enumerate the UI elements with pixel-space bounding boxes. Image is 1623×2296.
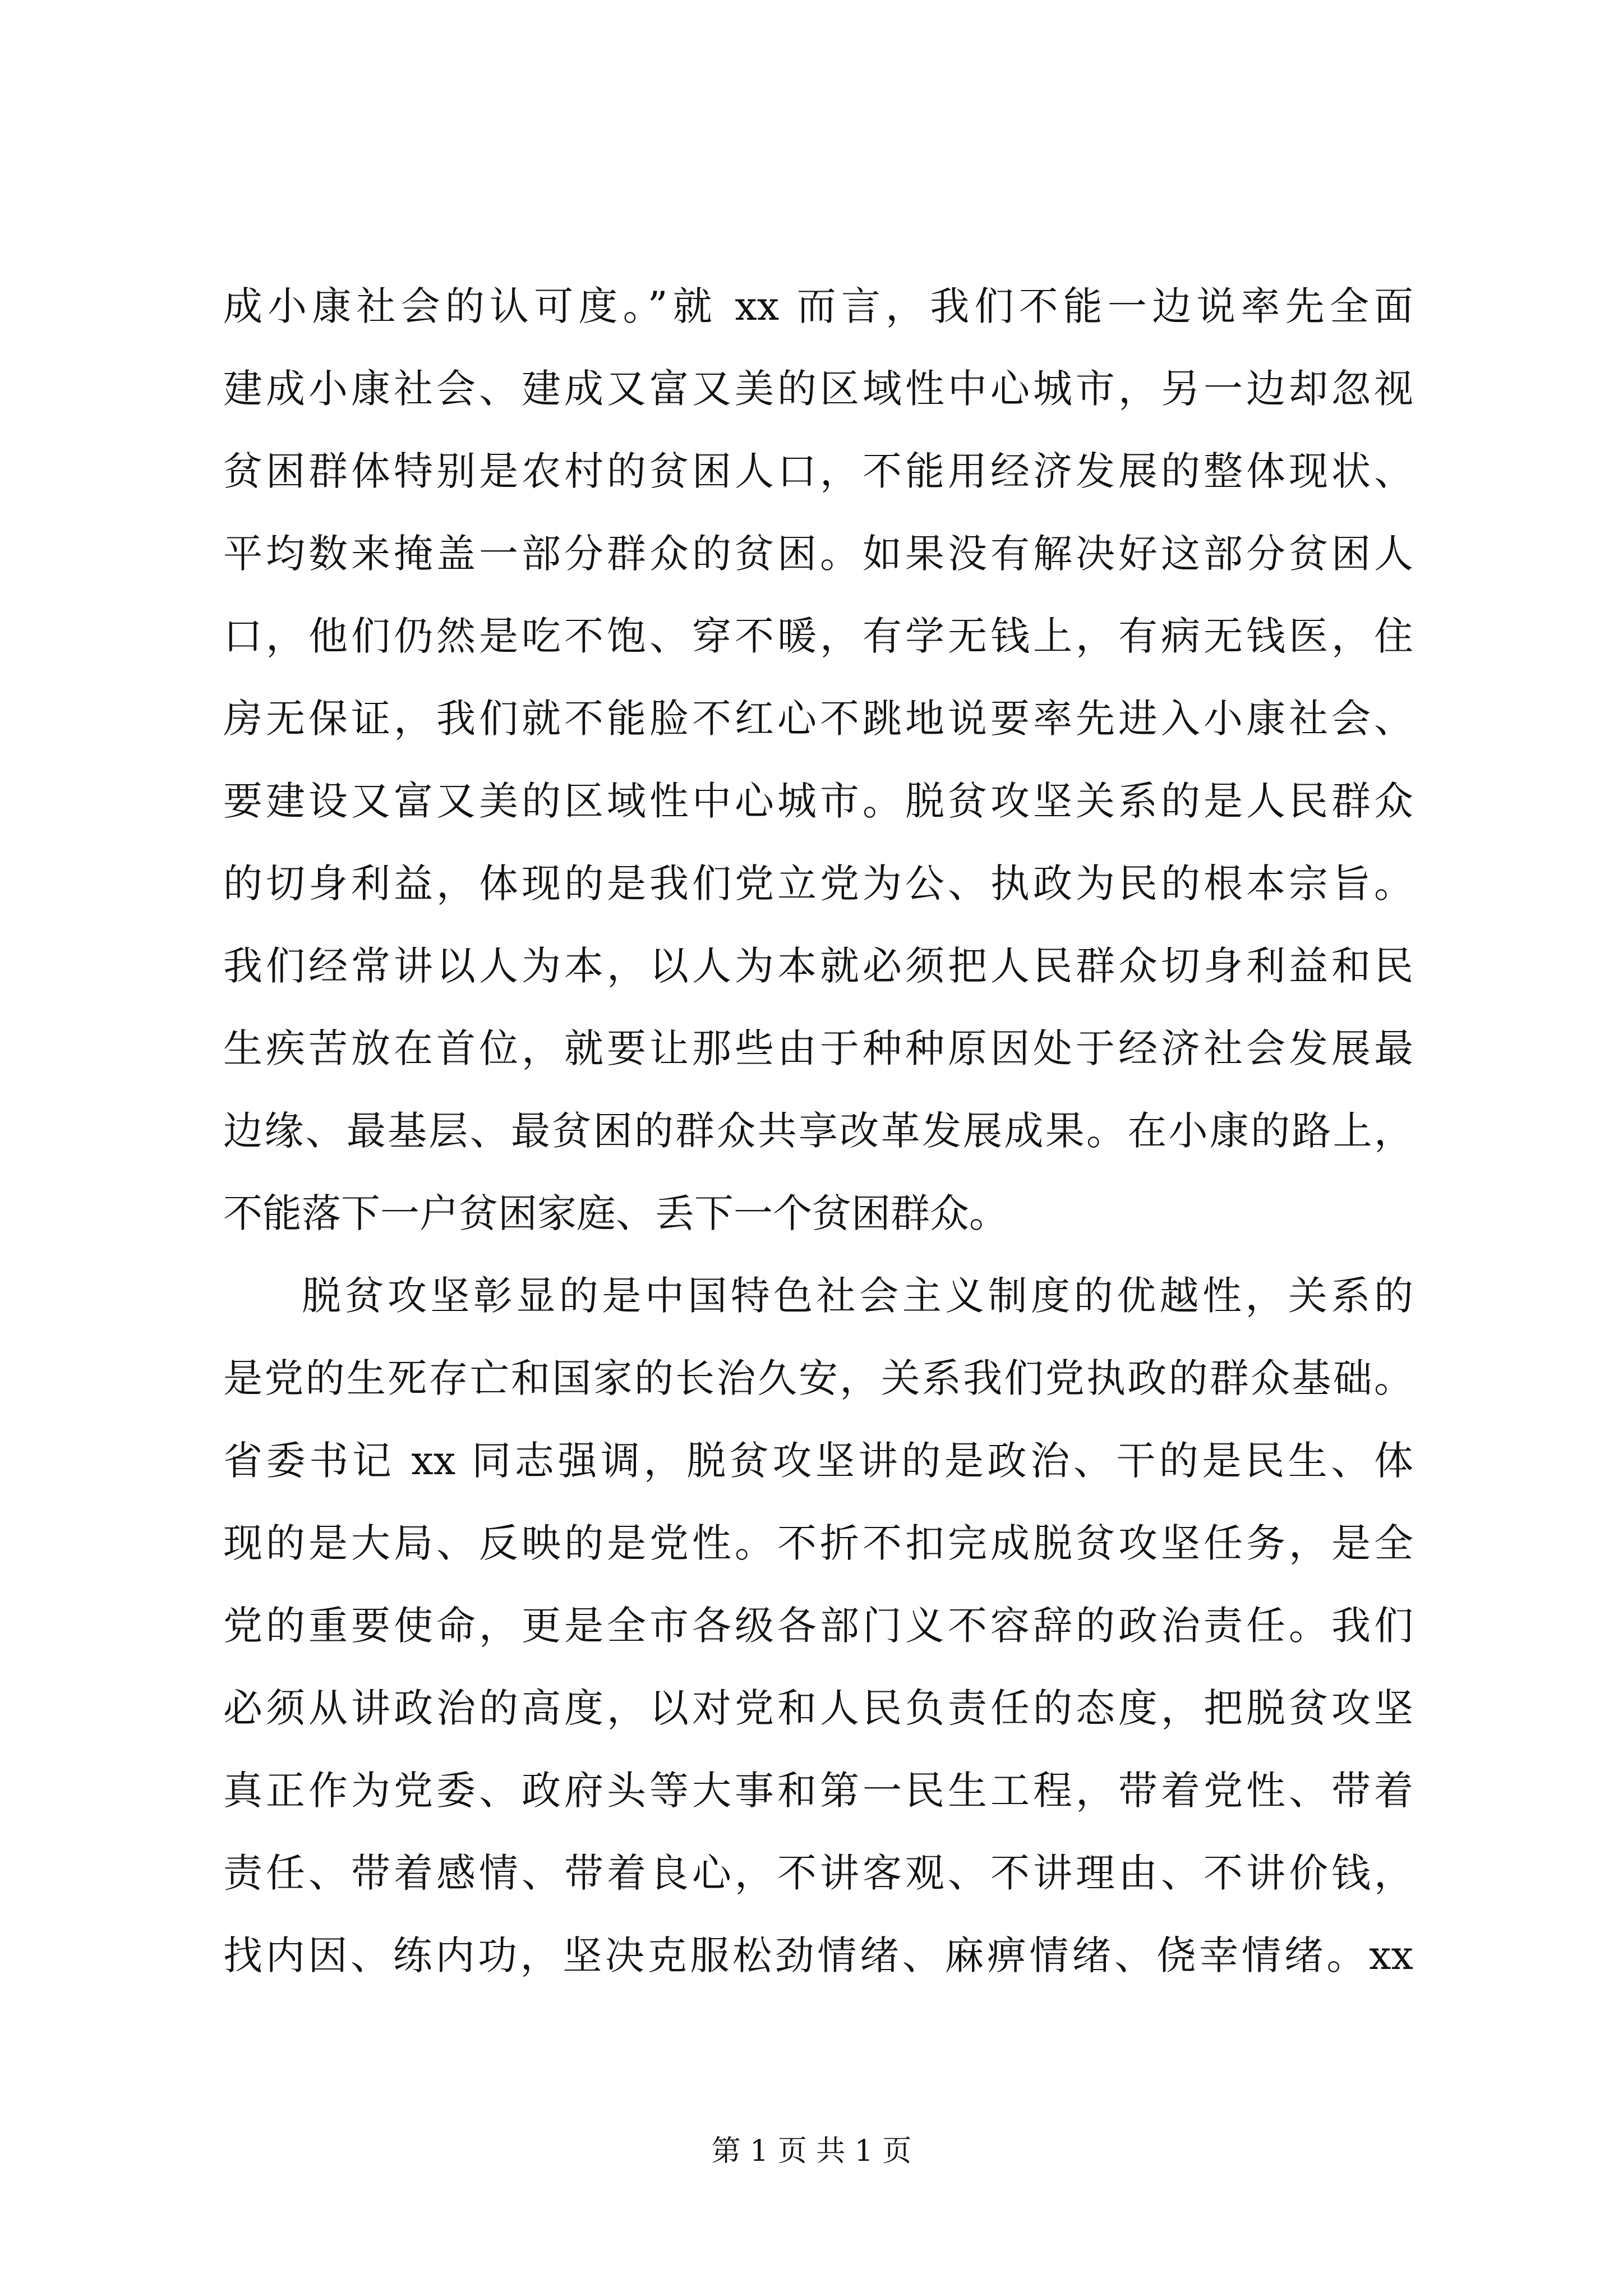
text-line: 责任、带着感情、带着良心，不讲客观、不讲理由、不讲价钱，	[223, 1850, 1413, 1896]
text-line: 省委书记 xx 同志强调，脱贫攻坚讲的是政治、干的是民生、体	[223, 1438, 1413, 1484]
text-line: 党的重要使命，更是全市各级各部门义不容辞的政治责任。我们	[223, 1603, 1413, 1649]
text-line: 口，他们仍然是吃不饱、穿不暖，有学无钱上，有病无钱医，住	[223, 613, 1413, 659]
text-line: 脱贫攻坚彰显的是中国特色社会主义制度的优越性，关系的	[302, 1273, 1413, 1319]
text-line: 是党的生死存亡和国家的长治久安，关系我们党执政的群众基础。	[223, 1355, 1413, 1401]
paragraph-2	[223, 1255, 1413, 1997]
body-text	[223, 265, 1413, 1997]
paragraph-1	[223, 265, 1413, 1255]
text-line: 的切身利益，体现的是我们党立党为公、执政为民的根本宗旨。	[223, 861, 1413, 907]
text-line: 成小康社会的认可度。”就 xx 而言，我们不能一边说率先全面	[223, 283, 1413, 329]
text-line: 平均数来掩盖一部分群众的贫困。如果没有解决好这部分贫困人	[223, 531, 1413, 577]
text-line: 边缘、最基层、最贫困的群众共享改革发展成果。在小康的路上，	[223, 1108, 1413, 1154]
text-line: 建成小康社会、建成又富又美的区域性中心城市，另一边却忽视	[223, 366, 1413, 412]
text-line: 不能落下一户贫困家庭、丢下一个贫困群众。	[223, 1190, 1008, 1236]
text-line: 要建设又富又美的区域性中心城市。脱贫攻坚关系的是人民群众	[223, 778, 1413, 824]
text-line: 找内因、练内功，坚决克服松劲情绪、麻痹情绪、侥幸情绪。xx	[223, 1932, 1413, 1978]
page-footer	[0, 2132, 1623, 2171]
text-line: 真正作为党委、政府头等大事和第一民生工程，带着党性、带着	[223, 1768, 1413, 1814]
text-line: 现的是大局、反映的是党性。不折不扣完成脱贫攻坚任务，是全	[223, 1520, 1413, 1566]
text-line: 我们经常讲以人为本，以人为本就必须把人民群众切身利益和民	[223, 943, 1413, 989]
text-line: 贫困群体特别是农村的贫困人口，不能用经济发展的整体现状、	[223, 448, 1413, 494]
text-line: 房无保证，我们就不能脸不红心不跳地说要率先进入小康社会、	[223, 696, 1413, 742]
text-line: 必须从讲政治的高度，以对党和人民负责任的态度，把脱贫攻坚	[223, 1685, 1413, 1731]
text-line: 生疾苦放在首位，就要让那些由于种种原因处于经济社会发展最	[223, 1025, 1413, 1071]
page-number-label: 第 1 页 共 1 页	[711, 2134, 912, 2168]
